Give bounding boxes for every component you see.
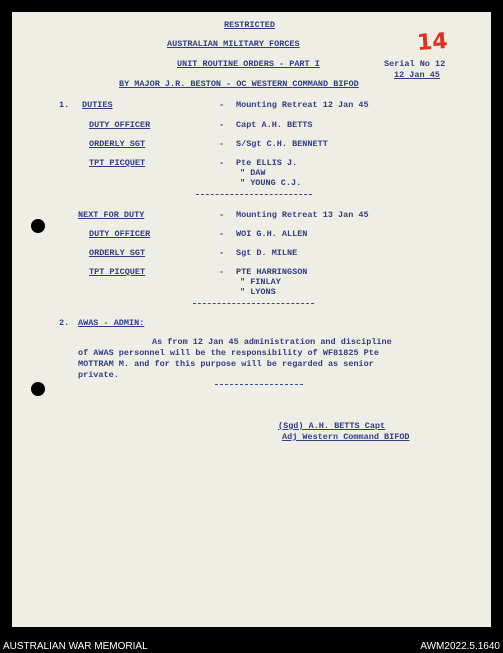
body-text-line: private. bbox=[78, 370, 119, 380]
footer-institution: AUSTRALIAN WAR MEMORIAL bbox=[3, 641, 148, 652]
document-page bbox=[12, 12, 491, 627]
serial-number: Serial No 12 bbox=[384, 59, 446, 69]
punch-hole-top bbox=[31, 219, 45, 233]
body-text-line: of AWAS personnel will be the responsibility of WF81825 Pte bbox=[78, 348, 379, 358]
mounting-text: Mounting Retreat 13 Jan 45 bbox=[236, 210, 369, 220]
dash: - bbox=[219, 100, 225, 110]
divider bbox=[193, 303, 314, 304]
section-heading: NEXT FOR DUTY bbox=[78, 210, 145, 220]
classification-heading: RESTRICTED bbox=[224, 20, 276, 30]
orderly-sgt-value: S/Sgt C.H. BENNETT bbox=[236, 139, 328, 149]
dash: - bbox=[219, 229, 225, 239]
dash: - bbox=[219, 248, 225, 258]
orderly-sgt-label: ORDERLY SGT bbox=[89, 248, 146, 258]
orders-subtitle: BY MAJOR J.R. BESTON - OC WESTERN COMMAND BIFOD bbox=[119, 79, 359, 89]
section-number: 1. bbox=[59, 100, 70, 110]
tpt-picquet-line: " YOUNG C.J. bbox=[240, 178, 302, 188]
orderly-sgt-value: Sgt D. MILNE bbox=[236, 248, 298, 258]
dash: - bbox=[219, 139, 225, 149]
tpt-picquet-line: " DAW bbox=[240, 168, 266, 178]
tpt-picquet-line: " LYONS bbox=[240, 287, 276, 297]
duty-officer-value: Capt A.H. BETTS bbox=[236, 120, 313, 130]
serial-date: 12 Jan 45 bbox=[394, 70, 440, 80]
handwritten-page-number: 14 bbox=[416, 28, 449, 57]
divider bbox=[196, 194, 312, 195]
duty-officer-label: DUTY OFFICER bbox=[89, 229, 151, 239]
tpt-picquet-line: " FINLAY bbox=[240, 277, 281, 287]
section-heading: AWAS - ADMIN: bbox=[78, 318, 145, 328]
footer-accession-number: AWM2022.5.1640 bbox=[420, 641, 500, 652]
section-heading: DUTIES bbox=[82, 100, 113, 110]
orderly-sgt-label: ORDERLY SGT bbox=[89, 139, 146, 149]
punch-hole-bottom bbox=[31, 382, 45, 396]
tpt-picquet-line: Pte ELLIS J. bbox=[236, 158, 298, 168]
signature-title: Adj Western Command BIFOD bbox=[282, 432, 410, 442]
tpt-picquet-line: PTE HARRINGSON bbox=[236, 267, 308, 277]
divider bbox=[215, 384, 303, 385]
dash: - bbox=[219, 158, 225, 168]
signature-line: (Sgd) A.H. BETTS Capt bbox=[278, 421, 386, 431]
org-heading: AUSTRALIAN MILITARY FORCES bbox=[167, 39, 300, 49]
dash: - bbox=[219, 120, 225, 130]
section-number: 2. bbox=[59, 318, 70, 328]
tpt-picquet-label: TPT PICQUET bbox=[89, 158, 146, 168]
duty-officer-value: WOI G.H. ALLEN bbox=[236, 229, 308, 239]
dash: - bbox=[219, 210, 225, 220]
dash: - bbox=[219, 267, 225, 277]
mounting-text: Mounting Retreat 12 Jan 45 bbox=[236, 100, 369, 110]
orders-title: UNIT ROUTINE ORDERS - PART I bbox=[177, 59, 320, 69]
body-text-line: As from 12 Jan 45 administration and discipline bbox=[152, 337, 392, 347]
tpt-picquet-label: TPT PICQUET bbox=[89, 267, 146, 277]
duty-officer-label: DUTY OFFICER bbox=[89, 120, 151, 130]
body-text-line: MOTTRAM M. and for this purpose will be regarded as senior bbox=[78, 359, 374, 369]
